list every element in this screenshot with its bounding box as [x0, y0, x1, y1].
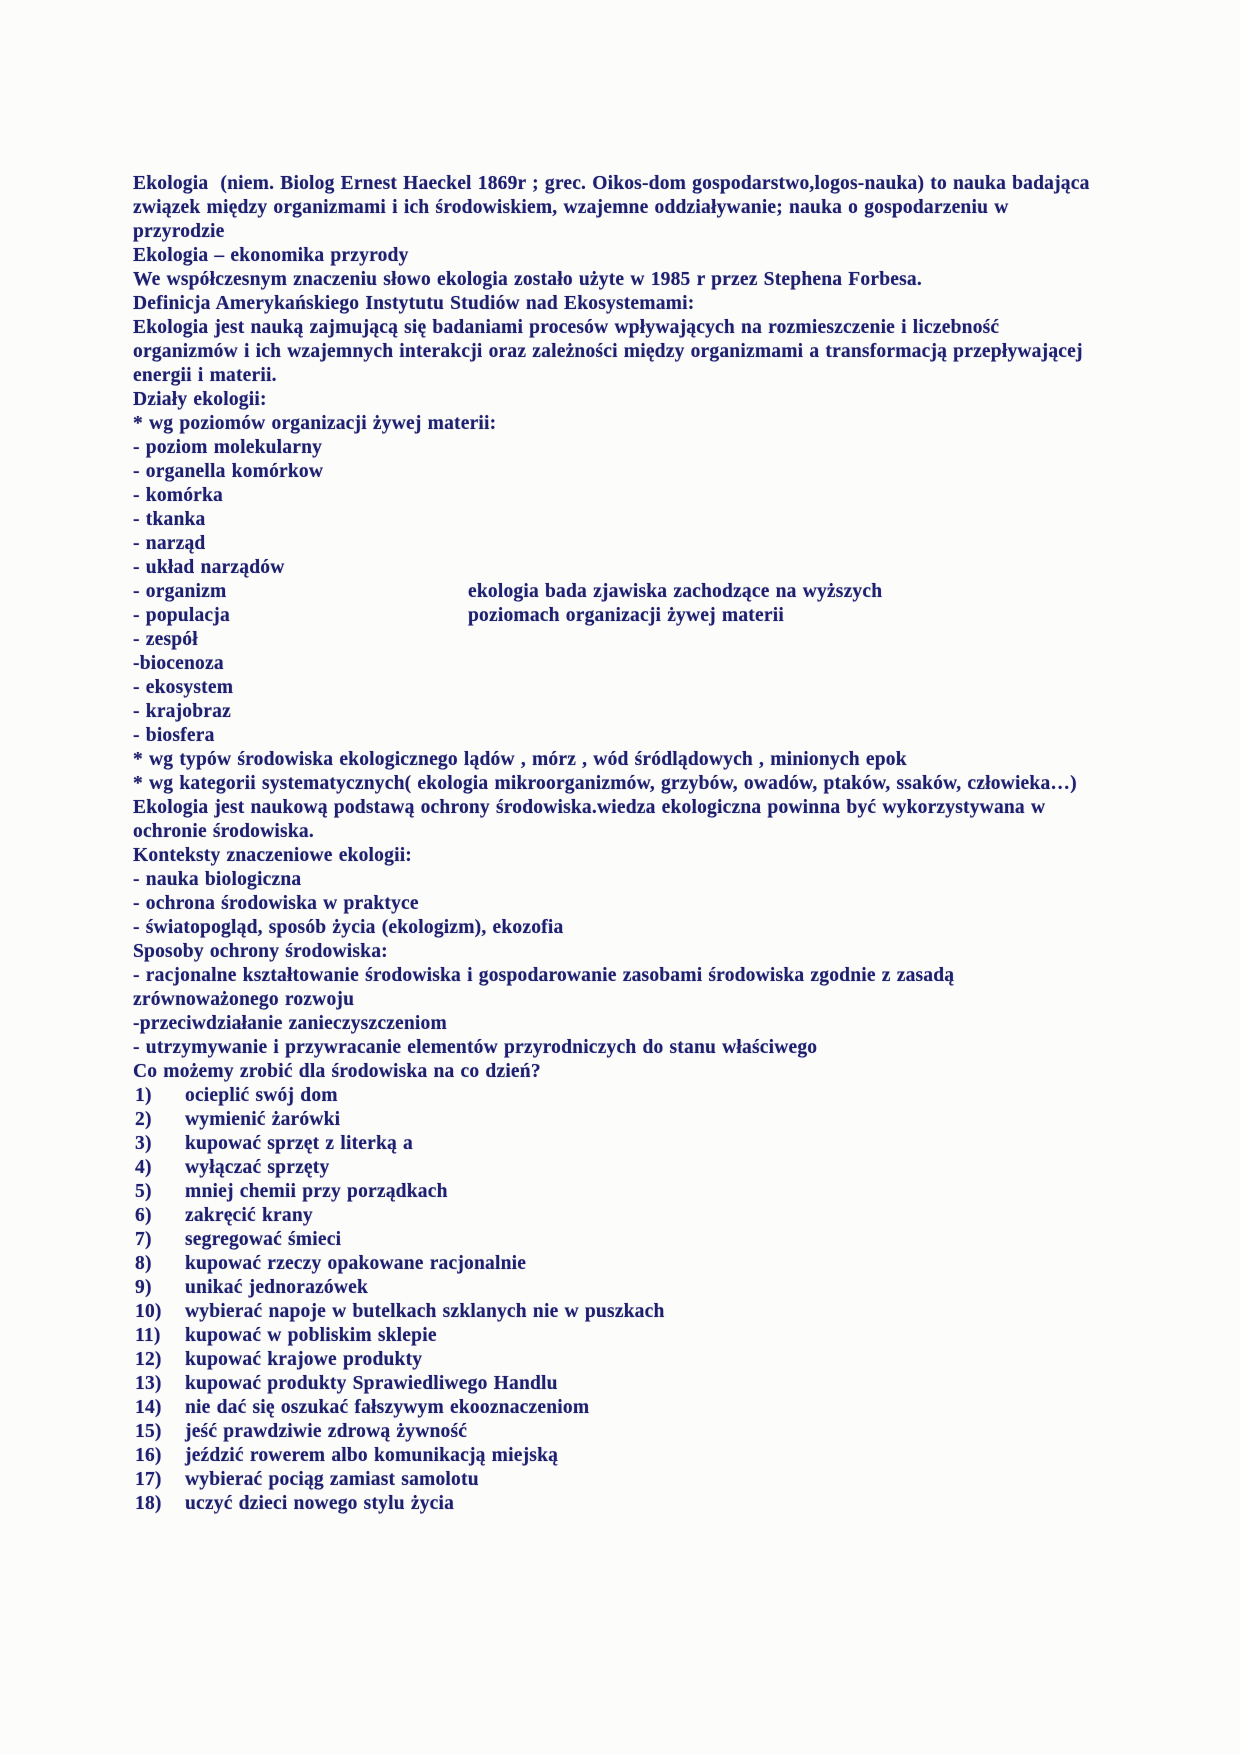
- list-item: - narząd: [133, 533, 206, 554]
- text-line: związek między organizmami i ich środowiskiem, wzajemne oddziaływanie; nauka o gospodarzeniu w: [133, 197, 1009, 218]
- text-line: przyrodzie: [133, 221, 225, 242]
- list-item-text: kupować w pobliskim sklepie: [185, 1325, 437, 1346]
- side-note: ekologia bada zjawiska zachodzące na wyższych: [468, 581, 883, 602]
- list-item-number: 13): [135, 1373, 162, 1394]
- list-item: - organizm: [133, 581, 227, 602]
- two-column-row: [133, 604, 1200, 628]
- list-item-number: 10): [135, 1301, 162, 1322]
- text-line: Ekologia jest naukową podstawą ochrony środowiska.wiedza ekologiczna powinna być wykorzystywana w: [133, 797, 1046, 818]
- list-item: - zespół: [133, 629, 198, 650]
- list-item-text: kupować rzeczy opakowane racjonalnie: [185, 1253, 527, 1274]
- numbered-list-item: [133, 1396, 1200, 1420]
- list-item-number: 15): [135, 1421, 162, 1442]
- list-item-number: 7): [135, 1229, 152, 1250]
- list-item: - biosfera: [133, 725, 215, 746]
- list-item-number: 11): [135, 1325, 161, 1346]
- list-item: -przeciwdziałanie zanieczyszczeniom: [133, 1013, 447, 1034]
- numbered-list-item: [133, 1084, 1200, 1108]
- numbered-list-item: [133, 1180, 1200, 1204]
- list-item-text: kupować produkty Sprawiedliwego Handlu: [185, 1373, 558, 1394]
- numbered-list-item: [133, 1492, 1200, 1516]
- section-heading: Co możemy zrobić dla środowiska na co dzień?: [133, 1061, 541, 1082]
- list-item: - nauka biologiczna: [133, 869, 302, 890]
- numbered-list-item: [133, 1372, 1200, 1396]
- list-item: - populacja: [133, 605, 230, 626]
- text-line: We współczesnym znaczeniu słowo ekologia zostało użyte w 1985 r przez Stephena Forbesa.: [133, 269, 922, 290]
- list-item: - racjonalne kształtowanie środowiska i gospodarowanie zasobami środowiska zgodnie z zasadą: [133, 965, 955, 986]
- numbered-list-item: [133, 1348, 1200, 1372]
- list-item: zrównoważonego rozwoju: [133, 989, 355, 1010]
- numbered-list-item: [133, 1468, 1200, 1492]
- list-item-text: jeść prawdziwie zdrową żywność: [185, 1421, 468, 1442]
- section-heading: Działy ekologii:: [133, 389, 267, 410]
- section-heading: Konteksty znaczeniowe ekologii:: [133, 845, 413, 866]
- list-item-text: kupować krajowe produkty: [185, 1349, 423, 1370]
- numbered-list-item: [133, 1420, 1200, 1444]
- list-item-number: 12): [135, 1349, 162, 1370]
- list-item-text: wybierać pociąg zamiast samolotu: [185, 1469, 479, 1490]
- list-item-number: 3): [135, 1133, 152, 1154]
- list-item-text: zakręcić krany: [185, 1205, 313, 1226]
- list-item-number: 4): [135, 1157, 152, 1178]
- list-item-number: 1): [135, 1085, 152, 1106]
- list-item: - utrzymywanie i przywracanie elementów przyrodniczych do stanu właściwego: [133, 1037, 818, 1058]
- side-note: poziomach organizacji żywej materii: [468, 605, 784, 626]
- text-line: Ekologia jest nauką zajmującą się badaniami procesów wpływających na rozmieszczenie i liczebność: [133, 317, 1000, 338]
- list-item: - światopogląd, sposób życia (ekologizm), ekozofia: [133, 917, 564, 938]
- list-item-text: kupować sprzęt z literką a: [185, 1133, 414, 1154]
- list-item: - komórka: [133, 485, 224, 506]
- text-line: * wg kategorii systematycznych( ekologia mikroorganizmów, grzybów, owadów, ptaków, ssaków, człowieka…): [133, 773, 1077, 794]
- list-item: -biocenoza: [133, 653, 224, 674]
- numbered-list-item: [133, 1276, 1200, 1300]
- numbered-list-item: [133, 1300, 1200, 1324]
- list-item: - organella komórkow: [133, 461, 324, 482]
- list-item-text: nie dać się oszukać fałszywym ekooznaczeniom: [185, 1397, 590, 1418]
- numbered-list-item: [133, 1108, 1200, 1132]
- list-item-number: 6): [135, 1205, 152, 1226]
- list-item-number: 14): [135, 1397, 162, 1418]
- numbered-list-item: [133, 1444, 1200, 1468]
- list-item-number: 17): [135, 1469, 162, 1490]
- text-line: energii i materii.: [133, 365, 277, 386]
- list-item-text: uczyć dzieci nowego stylu życia: [185, 1493, 455, 1514]
- list-item-number: 5): [135, 1181, 152, 1202]
- list-item-number: 8): [135, 1253, 152, 1274]
- text-line: * wg poziomów organizacji żywej materii:: [133, 413, 497, 434]
- list-item: - ochrona środowiska w praktyce: [133, 893, 419, 914]
- numbered-list-item: [133, 1228, 1200, 1252]
- list-item-number: 18): [135, 1493, 162, 1514]
- list-item: - układ narządów: [133, 557, 285, 578]
- list-item-text: wybierać napoje w butelkach szklanych nie w puszkach: [185, 1301, 665, 1322]
- list-item: - tkanka: [133, 509, 206, 530]
- list-item-number: 2): [135, 1109, 152, 1130]
- list-item-number: 16): [135, 1445, 162, 1466]
- numbered-list-item: [133, 1252, 1200, 1276]
- text-line: organizmów i ich wzajemnych interakcji oraz zależności między organizmami a transformacją przepływającej: [133, 341, 1083, 362]
- list-item-text: ocieplić swój dom: [185, 1085, 338, 1106]
- document-text-block: [133, 172, 1200, 1516]
- numbered-list-item: [133, 1156, 1200, 1180]
- numbered-list-item: [133, 1324, 1200, 1348]
- list-item-number: 9): [135, 1277, 152, 1298]
- numbered-list-item: [133, 1204, 1200, 1228]
- text-line: ochronie środowiska.: [133, 821, 314, 842]
- list-item-text: wymienić żarówki: [185, 1109, 341, 1130]
- numbered-list-item: [133, 1132, 1200, 1156]
- text-line: Ekologia – ekonomika przyrody: [133, 245, 409, 266]
- levels-with-sidenote: [133, 580, 1200, 628]
- text-line: * wg typów środowiska ekologicznego lądów , mórz , wód śródlądowych , minionych epok: [133, 749, 907, 770]
- list-item-text: unikać jednorazówek: [185, 1277, 369, 1298]
- list-item-text: mniej chemii przy porządkach: [185, 1181, 448, 1202]
- intro-section: [133, 172, 1200, 580]
- section-heading: Sposoby ochrony środowiska:: [133, 941, 388, 962]
- text-line: Definicja Amerykańskiego Instytutu Studiów nad Ekosystemami:: [133, 293, 695, 314]
- list-item-text: wyłączać sprzęty: [185, 1157, 330, 1178]
- list-item: - krajobraz: [133, 701, 231, 722]
- list-item-text: jeździć rowerem albo komunikacją miejską: [185, 1445, 559, 1466]
- body-section: [133, 628, 1200, 1084]
- two-column-row: [133, 580, 1200, 604]
- list-item-text: segregować śmieci: [185, 1229, 342, 1250]
- daily-actions-list: [133, 1084, 1200, 1516]
- list-item: - ekosystem: [133, 677, 234, 698]
- text-line: Ekologia (niem. Biolog Ernest Haeckel 1869r ; grec. Oikos-dom gospodarstwo,logos-nauka) to nauka badająca: [133, 173, 1090, 194]
- list-item: - poziom molekularny: [133, 437, 323, 458]
